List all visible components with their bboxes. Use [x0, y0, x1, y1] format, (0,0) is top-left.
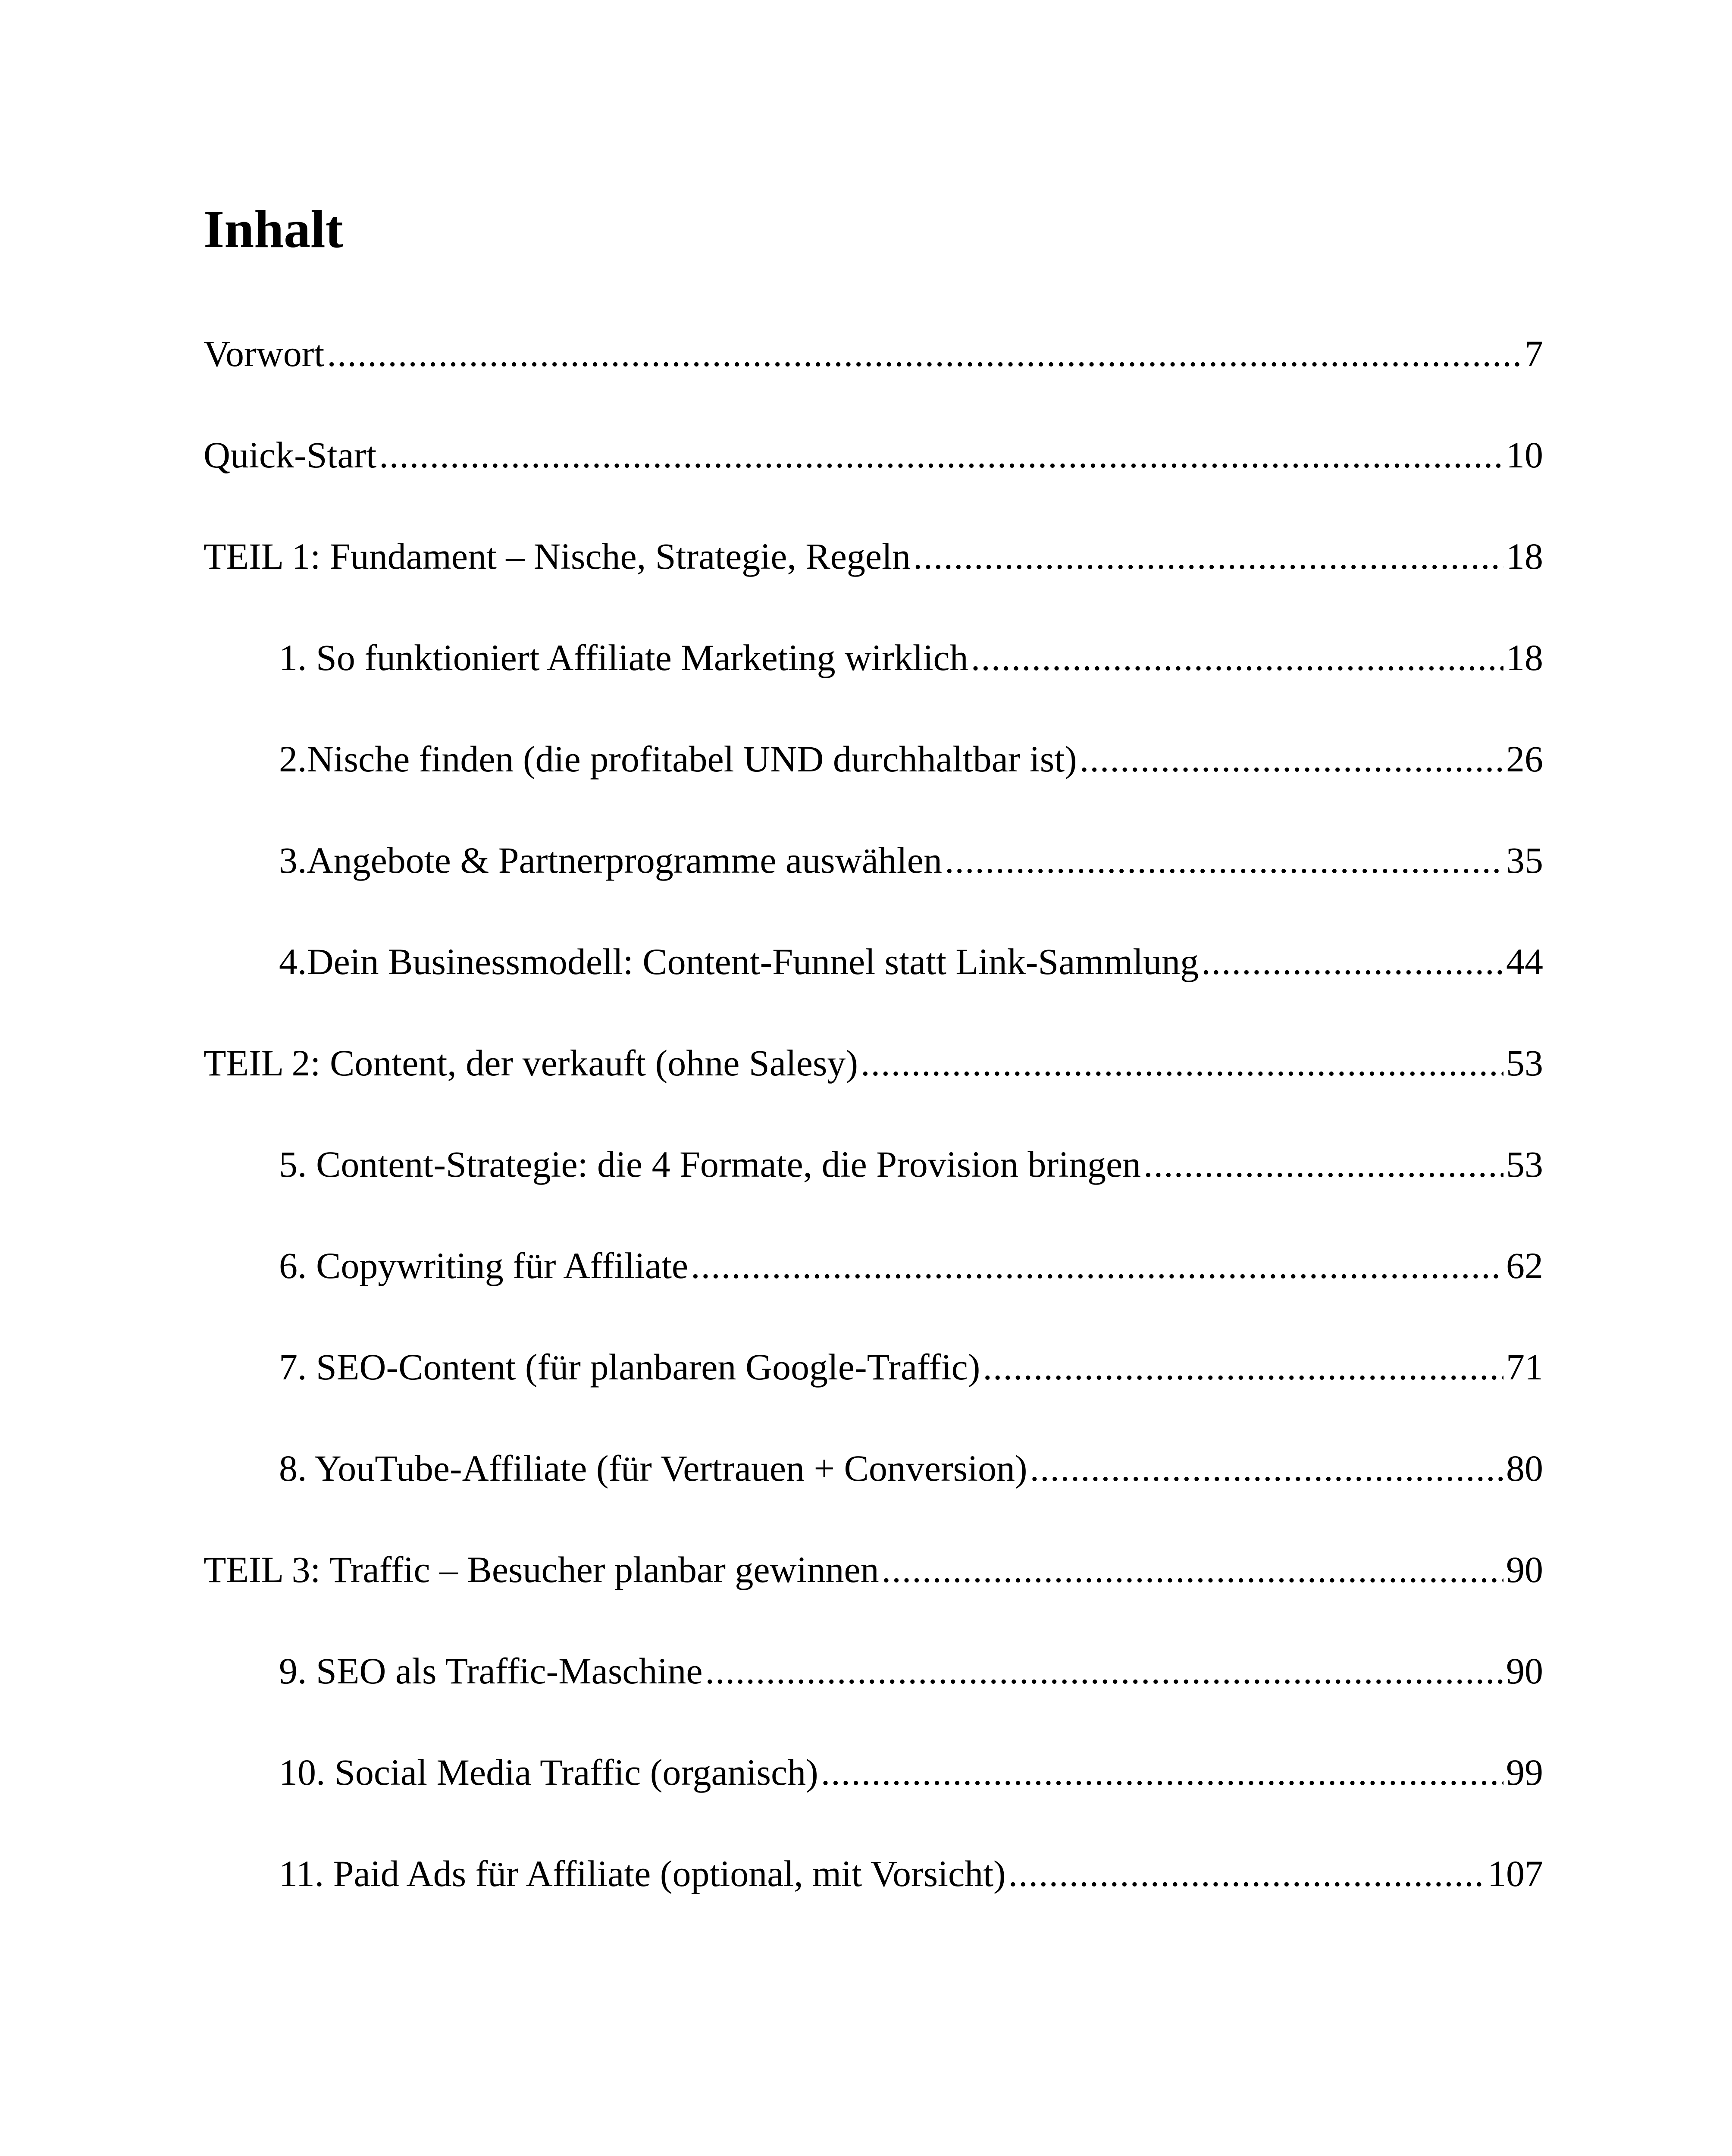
toc-entry-page: 10 — [1506, 434, 1543, 476]
toc-dot-leader — [691, 1240, 1503, 1291]
toc-entry-label: TEIL 3: Traffic – Besucher planbar gewinnen — [204, 1549, 879, 1590]
toc-entry-label: 2.Nische finden (die profitabel UND durchhaltbar ist) — [279, 738, 1077, 780]
toc-entry-label: TEIL 1: Fundament – Nische, Strategie, Regeln — [204, 536, 911, 577]
toc-entry-chapter-4[interactable] — [279, 936, 1543, 987]
toc-dot-leader — [1143, 1138, 1503, 1190]
toc-entry-chapter-8[interactable] — [279, 1442, 1543, 1494]
toc-entry-label: 3.Angebote & Partnerprogramme auswählen — [279, 840, 942, 881]
toc-dot-leader — [705, 1645, 1503, 1697]
toc-dot-leader — [1009, 1848, 1485, 1899]
toc-entry-page: 7 — [1525, 333, 1543, 374]
toc-dot-leader — [327, 328, 1522, 379]
toc-entry-chapter-7[interactable] — [279, 1341, 1543, 1393]
toc-entry-page: 62 — [1506, 1245, 1543, 1286]
toc-entry-page: 90 — [1506, 1549, 1543, 1590]
toc-dot-leader — [983, 1341, 1503, 1393]
toc-entry-page: 53 — [1506, 1042, 1543, 1084]
toc-entry-label: 6. Copywriting für Affiliate — [279, 1245, 689, 1286]
toc-entry-page: 80 — [1506, 1448, 1543, 1489]
toc-entry-chapter-11[interactable] — [279, 1848, 1543, 1899]
toc-entry-page: 18 — [1506, 637, 1543, 678]
toc-entry-page: 53 — [1506, 1144, 1543, 1185]
toc-entry-vorwort[interactable] — [204, 328, 1543, 379]
toc-entry-teil-1[interactable] — [204, 530, 1543, 582]
toc-entry-page: 18 — [1506, 536, 1543, 577]
toc-entry-quick-start[interactable] — [204, 429, 1543, 481]
toc-entry-label: 10. Social Media Traffic (organisch) — [279, 1752, 818, 1793]
toc-dot-leader — [379, 429, 1503, 481]
toc-entry-teil-3[interactable] — [204, 1544, 1543, 1595]
toc-entry-chapter-3[interactable] — [279, 834, 1543, 886]
toc-entry-chapter-2[interactable] — [279, 733, 1543, 785]
toc-entry-page: 26 — [1506, 738, 1543, 780]
toc-entry-label: Quick-Start — [204, 434, 377, 476]
toc-entry-label: 7. SEO-Content (für planbaren Google-Traffic) — [279, 1346, 980, 1388]
toc-entry-label: 5. Content-Strategie: die 4 Formate, die Provision bringen — [279, 1144, 1141, 1185]
toc-entry-label: 11. Paid Ads für Affiliate (optional, mit Vorsicht) — [279, 1853, 1006, 1894]
toc-entry-chapter-5[interactable] — [279, 1138, 1543, 1190]
toc-dot-leader — [1201, 936, 1503, 987]
toc-entry-chapter-1[interactable] — [279, 632, 1543, 683]
page-title: Inhalt — [204, 200, 343, 259]
toc-entry-chapter-9[interactable] — [279, 1645, 1543, 1697]
toc-dot-leader — [913, 530, 1503, 582]
toc-dot-leader — [1030, 1442, 1503, 1494]
toc-dot-leader — [945, 834, 1503, 886]
toc-entry-page: 71 — [1506, 1346, 1543, 1388]
toc-entry-page: 44 — [1506, 941, 1543, 982]
toc-entry-chapter-10[interactable] — [279, 1746, 1543, 1798]
toc-dot-leader — [882, 1544, 1503, 1595]
toc-dot-leader — [971, 632, 1503, 683]
toc-entry-label: TEIL 2: Content, der verkauft (ohne Salesy) — [204, 1042, 858, 1084]
toc-entry-label: 4.Dein Businessmodell: Content-Funnel statt Link-Sammlung — [279, 941, 1199, 982]
toc-entry-label: 9. SEO als Traffic-Maschine — [279, 1650, 703, 1692]
toc-dot-leader — [821, 1746, 1503, 1798]
toc-entry-page: 90 — [1506, 1650, 1543, 1692]
toc-entry-label: Vorwort — [204, 333, 325, 374]
toc-entry-teil-2[interactable] — [204, 1037, 1543, 1089]
toc-dot-leader — [1080, 733, 1503, 785]
toc-entry-chapter-6[interactable] — [279, 1240, 1543, 1291]
toc-entry-page: 107 — [1488, 1853, 1543, 1894]
toc-dot-leader — [861, 1037, 1503, 1089]
toc-entry-label: 8. YouTube-Affiliate (für Vertrauen + Conversion) — [279, 1448, 1027, 1489]
toc-entry-label: 1. So funktioniert Affiliate Marketing wirklich — [279, 637, 968, 678]
toc-entry-page: 99 — [1506, 1752, 1543, 1793]
toc-entry-page: 35 — [1506, 840, 1543, 881]
